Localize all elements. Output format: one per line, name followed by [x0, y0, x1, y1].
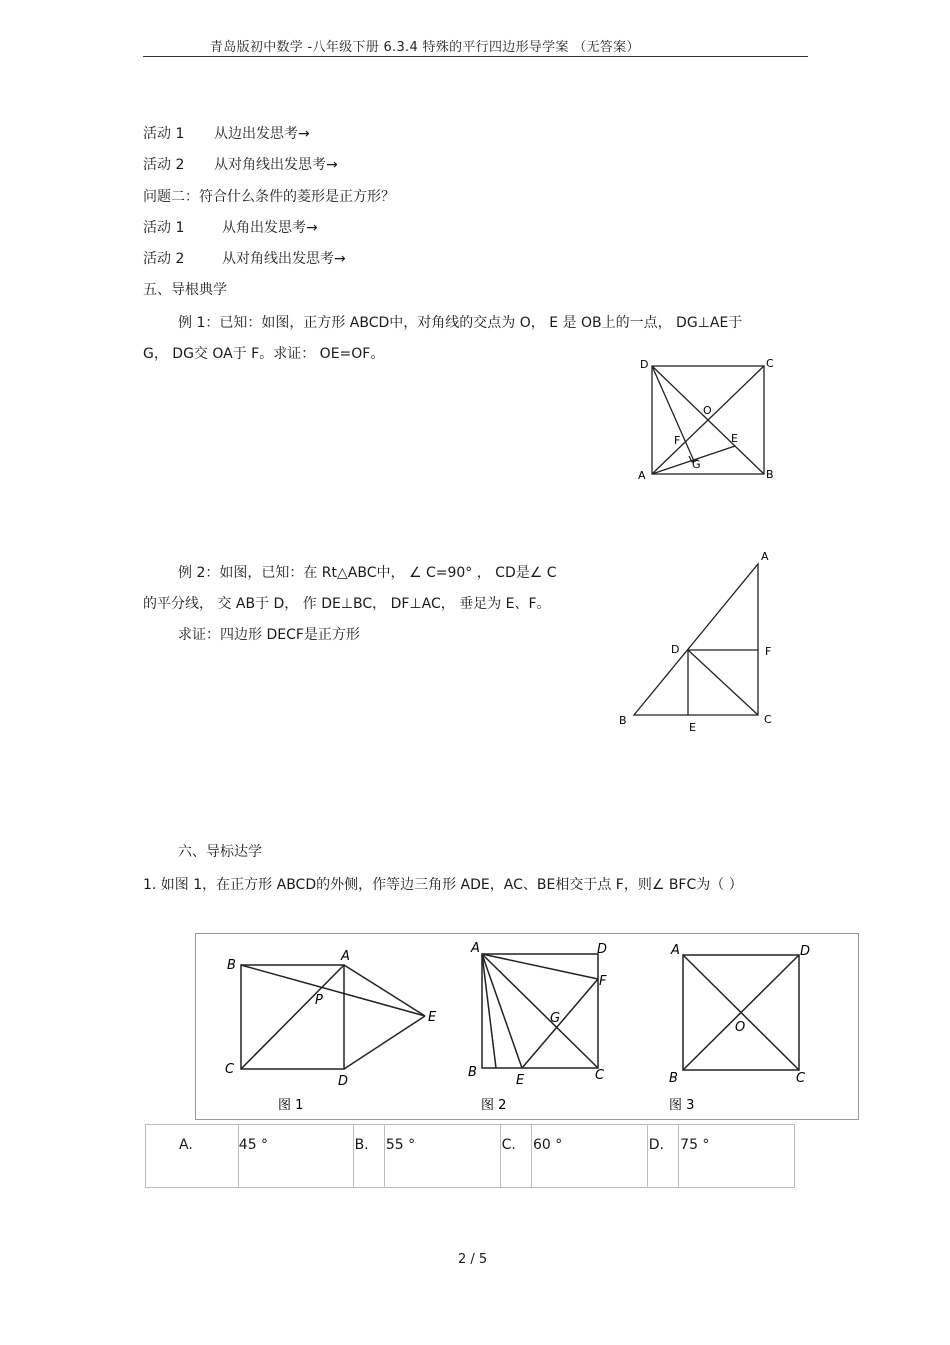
- example-1-line-2: G， DG交 OA于 F。求证： OE=OF。: [143, 346, 385, 362]
- option-a-letter[interactable]: A.: [146, 1125, 239, 1188]
- question-two: 问题二：符合什么条件的菱形是正方形？: [143, 189, 395, 205]
- fig1-label-a: A: [638, 469, 646, 482]
- page-number: 2 / 5: [458, 1252, 488, 1267]
- fig-b-label-f: F: [599, 974, 607, 989]
- fig-c-label-d: D: [800, 944, 811, 959]
- fig-a-caption: 图 1: [278, 1098, 304, 1113]
- example-1-line-1: 例 1：已知：如图，正方形 ABCD中，对角线的交点为 O， E 是 OB上的一点， DG⊥AE于: [178, 315, 743, 331]
- activity-2-text: 从对角线出发思考→: [214, 157, 338, 173]
- fig-a-label-e: E: [428, 1010, 437, 1025]
- fig2-label-f: F: [765, 645, 772, 658]
- fig1-label-c: C: [766, 357, 774, 370]
- example-2-triangle-figure: [612, 546, 782, 736]
- fig-b-label-a: A: [471, 941, 480, 956]
- fig2-label-e: E: [689, 721, 696, 734]
- example-2-line-2: 的平分线， 交 AB于 D， 作 DE⊥BC， DF⊥AC， 垂足为 E、F。: [143, 596, 551, 612]
- option-d-letter[interactable]: D.: [647, 1125, 678, 1188]
- option-b-value[interactable]: 55 °: [384, 1125, 500, 1188]
- fig-c-caption: 图 3: [669, 1098, 695, 1113]
- fig2-label-b: B: [619, 714, 627, 727]
- fig2-label-c: C: [764, 713, 772, 726]
- activity-3-label: 活动 1: [143, 220, 185, 236]
- fig-a-label-p: P: [315, 993, 323, 1008]
- fig1-label-f: F: [674, 434, 681, 447]
- activity-3-text: 从角出发思考→: [222, 220, 318, 236]
- fig1-label-o: O: [703, 404, 712, 417]
- option-c-letter[interactable]: C.: [500, 1125, 531, 1188]
- fig2-label-a: A: [761, 550, 769, 563]
- answer-options-table: [145, 1124, 795, 1188]
- header-rule: [143, 56, 808, 57]
- example-2-line-3: 求证：四边形 DECF是正方形: [178, 627, 360, 643]
- fig-b-label-b: B: [468, 1065, 477, 1080]
- fig-a-label-c: C: [225, 1062, 235, 1077]
- fig1-label-e: E: [731, 432, 738, 445]
- fig-c-label-o: O: [735, 1020, 746, 1035]
- fig-a-label-a: A: [341, 949, 350, 964]
- question-1-figures-panel: [195, 933, 859, 1120]
- activity-1-text: 从边出发思考→: [214, 126, 310, 142]
- fig1-label-g: G: [692, 458, 701, 471]
- fig-c-label-a: A: [671, 943, 680, 958]
- fig-b-label-g: G: [550, 1011, 561, 1026]
- fig-a-label-b: B: [227, 958, 236, 973]
- activity-4-label: 活动 2: [143, 251, 185, 267]
- fig-c-label-b: B: [669, 1071, 678, 1086]
- question-1-figures: [196, 934, 858, 1119]
- fig-b-caption: 图 2: [481, 1098, 507, 1113]
- example-2-line-1: 例 2：如图，已知：在 Rt△ABC中， ∠ C=90° ， CD是∠ C: [178, 565, 557, 581]
- option-a-value[interactable]: 45 °: [238, 1125, 353, 1188]
- fig1-label-b: B: [766, 468, 774, 481]
- fig1-label-d: D: [640, 358, 649, 371]
- fig-b-label-c: C: [595, 1068, 605, 1083]
- fig-b-label-d: D: [597, 942, 608, 957]
- section-five-heading: 五、导根典学: [143, 282, 227, 298]
- fig-c-label-c: C: [796, 1071, 806, 1086]
- fig-a-label-d: D: [338, 1074, 349, 1089]
- question-1-text: 1. 如图 1，在正方形 ABCD的外侧，作等边三角形 ADE，AC、BE相交于点 F，则∠ BFC为（ ）: [143, 877, 743, 893]
- option-b-letter[interactable]: B.: [353, 1125, 384, 1188]
- page-header-title: 青岛版初中数学 -八年级下册 6.3.4 特殊的平行四边形导学案 （无答案）: [210, 40, 640, 55]
- activity-1-label: 活动 1: [143, 126, 185, 142]
- option-c-value[interactable]: 60 °: [531, 1125, 647, 1188]
- section-six-heading: 六、导标达学: [178, 844, 262, 860]
- fig-b-label-e: E: [516, 1073, 525, 1088]
- example-1-square-figure: [632, 352, 782, 484]
- fig2-label-d: D: [671, 643, 680, 656]
- option-d-value[interactable]: 75 °: [679, 1125, 795, 1188]
- activity-2-label: 活动 2: [143, 157, 185, 173]
- activity-4-text: 从对角线出发思考→: [222, 251, 346, 267]
